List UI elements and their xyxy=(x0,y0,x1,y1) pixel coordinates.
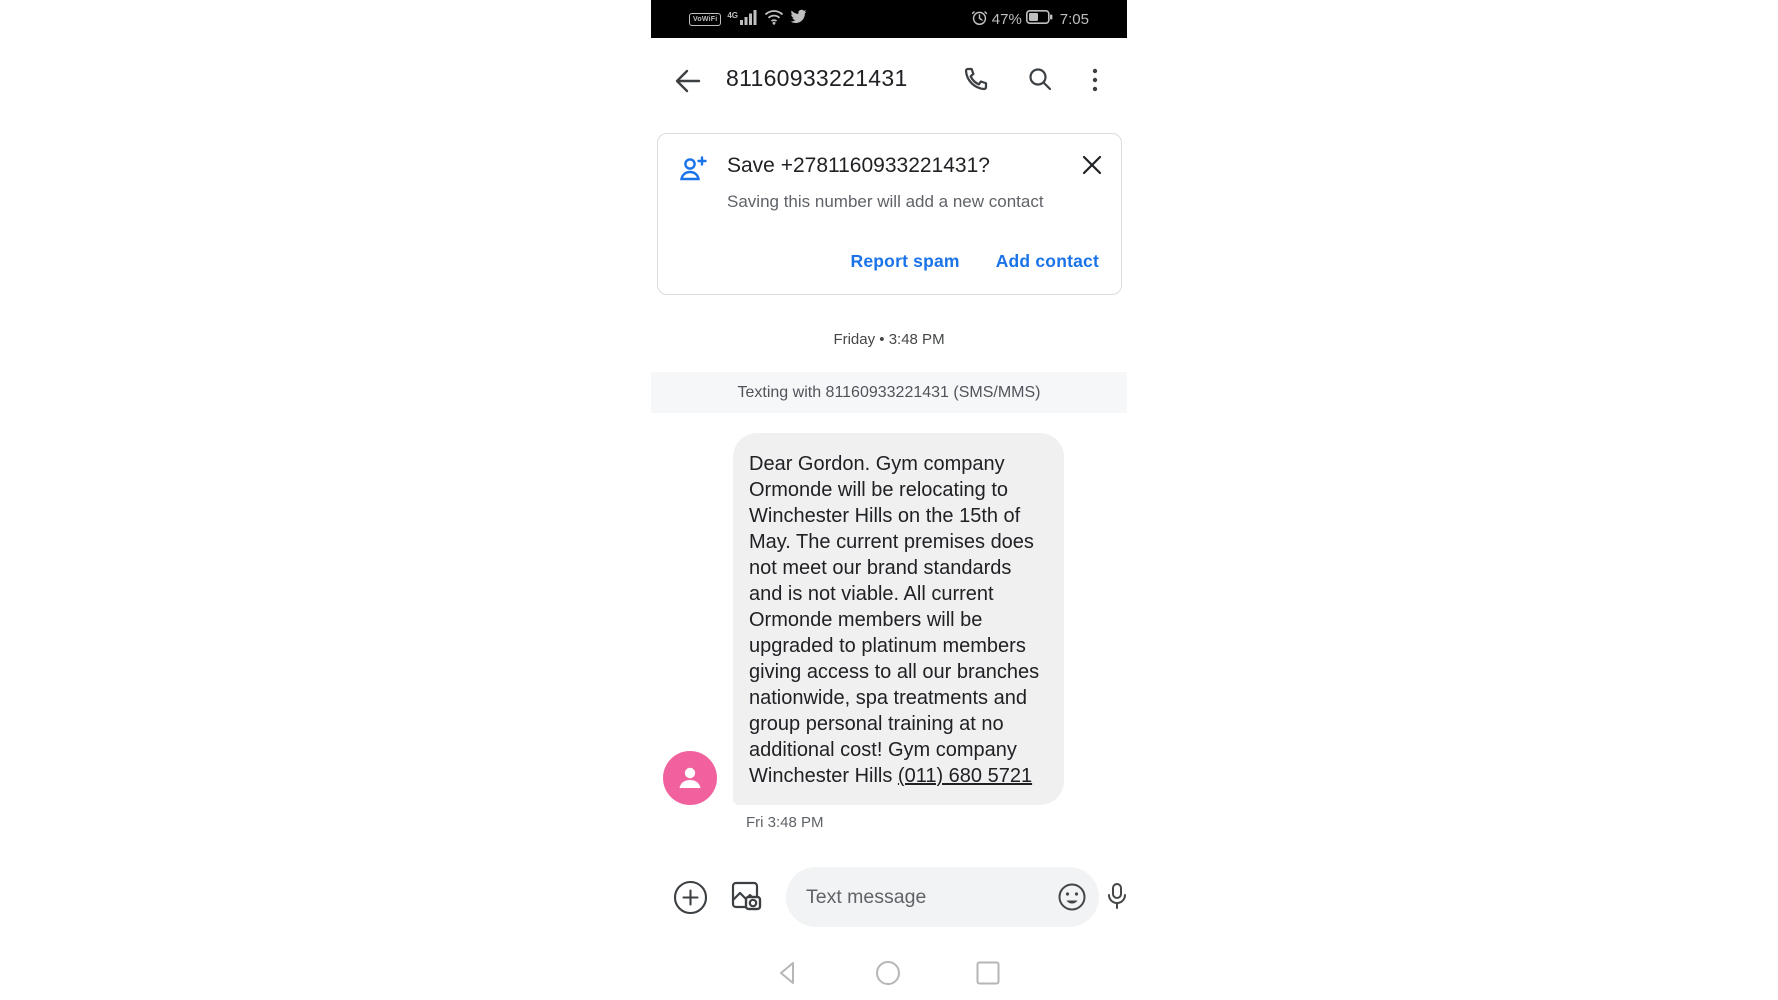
gallery-camera-icon[interactable] xyxy=(727,878,765,916)
twitter-icon xyxy=(790,9,808,30)
nav-back-icon[interactable] xyxy=(773,958,803,988)
plus-icon[interactable] xyxy=(673,880,708,915)
search-icon[interactable] xyxy=(1025,64,1059,98)
back-arrow-icon[interactable] xyxy=(671,64,705,98)
overflow-menu-icon[interactable] xyxy=(1085,64,1105,98)
add-contact-button[interactable]: Add contact xyxy=(995,251,1099,271)
signal-bars-icon xyxy=(740,9,758,30)
emoji-icon[interactable] xyxy=(1057,882,1087,912)
mic-icon[interactable] xyxy=(1105,882,1129,912)
report-spam-button[interactable]: Report spam xyxy=(850,251,960,271)
incoming-message-row xyxy=(663,433,1115,805)
compose-bar xyxy=(651,866,1127,928)
contact-number-title[interactable]: 81160933221431 xyxy=(726,65,908,91)
save-card-title: Save +2781160933221431? xyxy=(727,154,990,177)
clock-time: 7:05 xyxy=(1059,10,1089,28)
avatar[interactable] xyxy=(663,751,717,805)
status-right-icons xyxy=(971,9,1089,30)
battery-icon xyxy=(1026,10,1053,28)
message-bubble[interactable] xyxy=(733,433,1064,805)
message-input-pill xyxy=(786,867,1099,927)
conversation-header xyxy=(651,48,1127,112)
alarm-icon xyxy=(971,9,988,30)
message-phone-link[interactable]: (011) 680 5721 xyxy=(897,765,1033,787)
vowifi-badge-icon: VoWiFi xyxy=(689,13,721,26)
status-bar xyxy=(651,0,1127,38)
save-card-subtitle: Saving this number will add a new contact xyxy=(727,192,1044,211)
message-area xyxy=(663,433,1115,831)
date-separator: Friday • 3:48 PM xyxy=(833,331,945,348)
close-icon[interactable] xyxy=(1079,152,1105,178)
save-card-actions xyxy=(851,251,1099,272)
android-nav-bar xyxy=(651,952,1127,994)
4g-label: 4G xyxy=(727,10,739,20)
save-contact-card xyxy=(657,133,1122,295)
nav-home-icon[interactable] xyxy=(873,958,903,988)
person-add-icon xyxy=(677,153,709,185)
texting-with-banner: Texting with 81160933221431 (SMS/MMS) xyxy=(651,372,1127,413)
wifi-icon xyxy=(764,9,784,30)
message-input[interactable] xyxy=(806,886,1057,909)
nav-recents-icon[interactable] xyxy=(973,958,1003,988)
status-left-icons xyxy=(689,9,808,30)
call-icon[interactable] xyxy=(961,64,995,98)
phone-screen xyxy=(651,0,1127,1000)
message-text: Dear Gordon. Gym company Ormonde will be relocating to Winchester Hills on the 15th of May. The current premises does not meet our brand standards and is not viable. All current Ormonde members will be upgraded to platinum members giving access to all our branches nationwide, spa treatments and group personal training at no additional cost! Gym company Winchester Hills xyxy=(749,453,1040,787)
message-timestamp: Fri 3:48 PM xyxy=(746,814,824,831)
battery-percent: 47% xyxy=(991,10,1022,28)
